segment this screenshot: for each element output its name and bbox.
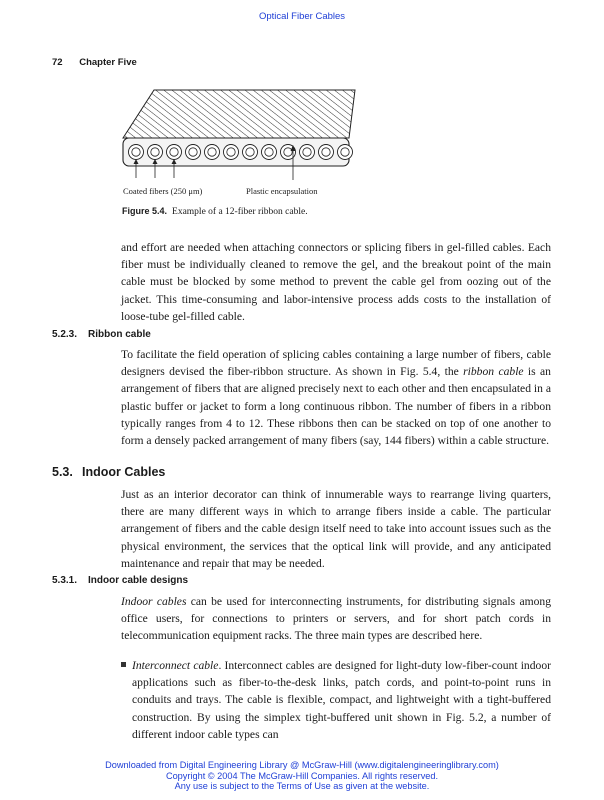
- running-head: Optical Fiber Cables: [258, 11, 346, 22]
- bullet-marker: [121, 662, 126, 667]
- text-run: To facilitate the field operation of splicing cables containing a large number of fibers, cable designers devised the fiber-ribbon structure. As shown in Fig. 5.4, the: [121, 348, 551, 379]
- paragraph-ribbon-cable: [121, 346, 551, 449]
- fiber-core: [132, 148, 140, 156]
- chapter-label: Chapter Five: [79, 57, 137, 68]
- section-title: Indoor Cables: [82, 465, 166, 479]
- figure-caption-label: Figure 5.4.: [122, 206, 168, 216]
- text-run: is an arrangement of fibers that are aligned precisely next to each other and then encapsulated in a plastic buffer or jacket to form a long continuous ribbon. The number of fibers in a ribbon typically ranges from 4 to 12. These ribbons then can be stacked on top of one another to form a densely packed arrangement of many fibers (say, 144 fibers) within a cable structure.: [121, 365, 551, 448]
- paragraph-gel-filled: and effort are needed when attaching connectors or splicing fibers in gel-filled cables. Each fiber must be individually cleaned to remove the gel, and the breakout point of the main cable must be blocked by some method to prevent the cable gel from oozing out of the jacket. This time-consuming and labor-intensive process adds costs to the installation of loose-tube gel-filled cable.: [121, 241, 551, 323]
- fiber-core: [284, 148, 292, 156]
- section-title: Ribbon cable: [88, 329, 151, 340]
- footer-notice: [0, 760, 604, 792]
- fiber-core: [265, 148, 273, 156]
- fiber-core: [227, 148, 235, 156]
- bullet-interconnect-cable: [121, 657, 551, 743]
- fiber-label: Coated fibers (250 μm): [123, 186, 203, 196]
- footer-line-terms[interactable]: Any use is subject to the Terms of Use as given at the website.: [174, 781, 430, 791]
- emphasis-term: Indoor cables: [121, 595, 187, 608]
- emphasis-term: ribbon cable: [463, 365, 524, 379]
- fiber-core: [208, 148, 216, 156]
- fiber-core: [246, 148, 254, 156]
- chapter-header: [52, 57, 137, 68]
- text-run: can be used for interconnecting instruments, for distributing signals among office users, for connections to printers or servers, and for short patch cords in telecommunication equipment racks. The three main types are described here.: [121, 595, 551, 643]
- figure-caption: [122, 206, 308, 217]
- section-number: 5.3.1.: [52, 575, 78, 586]
- section-heading-5-3-1: [52, 575, 188, 586]
- encapsulation-label: Plastic encapsulation: [246, 186, 318, 196]
- ribbon-cable-illustration: [118, 80, 358, 200]
- fiber-core: [189, 148, 197, 156]
- fiber-core: [170, 148, 178, 156]
- footer-line-download[interactable]: Downloaded from Digital Engineering Library @ McGraw-Hill (www.digitalengineeringlibrary.com): [105, 760, 499, 770]
- text-run: . Interconnect cables are designed for light-duty low-fiber-count indoor applications such as fiber-to-the-desk links, patch cords, and point-to-point runs in conduits and trays. The cable is flexible, compact, and lightweight with a tight-buffered construction. By using the simplex tight-buffered unit shown in Fig. 5.2, a number of different indoor cable types can: [132, 659, 551, 741]
- ribbon-cable-figure: [118, 80, 358, 200]
- section-title: Indoor cable designs: [88, 575, 189, 586]
- fiber-core: [151, 148, 159, 156]
- paragraph-indoor-cables: Just as an interior decorator can think of innumerable ways to rearrange living quarters, there are many different ways in which to arrange fibers inside a cable. The particular arrangement of fibers and the cable design itself need to take into account issues such as the physical environment, the services that the optical link will provide, and any anticipated maintenance and repair that may be needed.: [121, 488, 551, 570]
- fiber-core: [303, 148, 311, 156]
- section-number: 5.3.: [52, 465, 73, 479]
- section-number: 5.2.3.: [52, 329, 78, 340]
- emphasis-term: Interconnect cable: [132, 659, 219, 672]
- section-heading-5-2-3: [52, 329, 151, 340]
- fiber-core: [322, 148, 330, 156]
- page-number: 72: [52, 57, 63, 68]
- footer-line-copyright: Copyright © 2004 The McGraw-Hill Companies. All rights reserved.: [165, 770, 439, 781]
- fiber-core: [341, 148, 349, 156]
- paragraph-indoor-cable-designs: [121, 593, 551, 645]
- ribbon-top-surface: [123, 90, 355, 138]
- section-heading-5-3: [52, 465, 165, 479]
- figure-caption-text: Example of a 12-fiber ribbon cable.: [172, 207, 308, 217]
